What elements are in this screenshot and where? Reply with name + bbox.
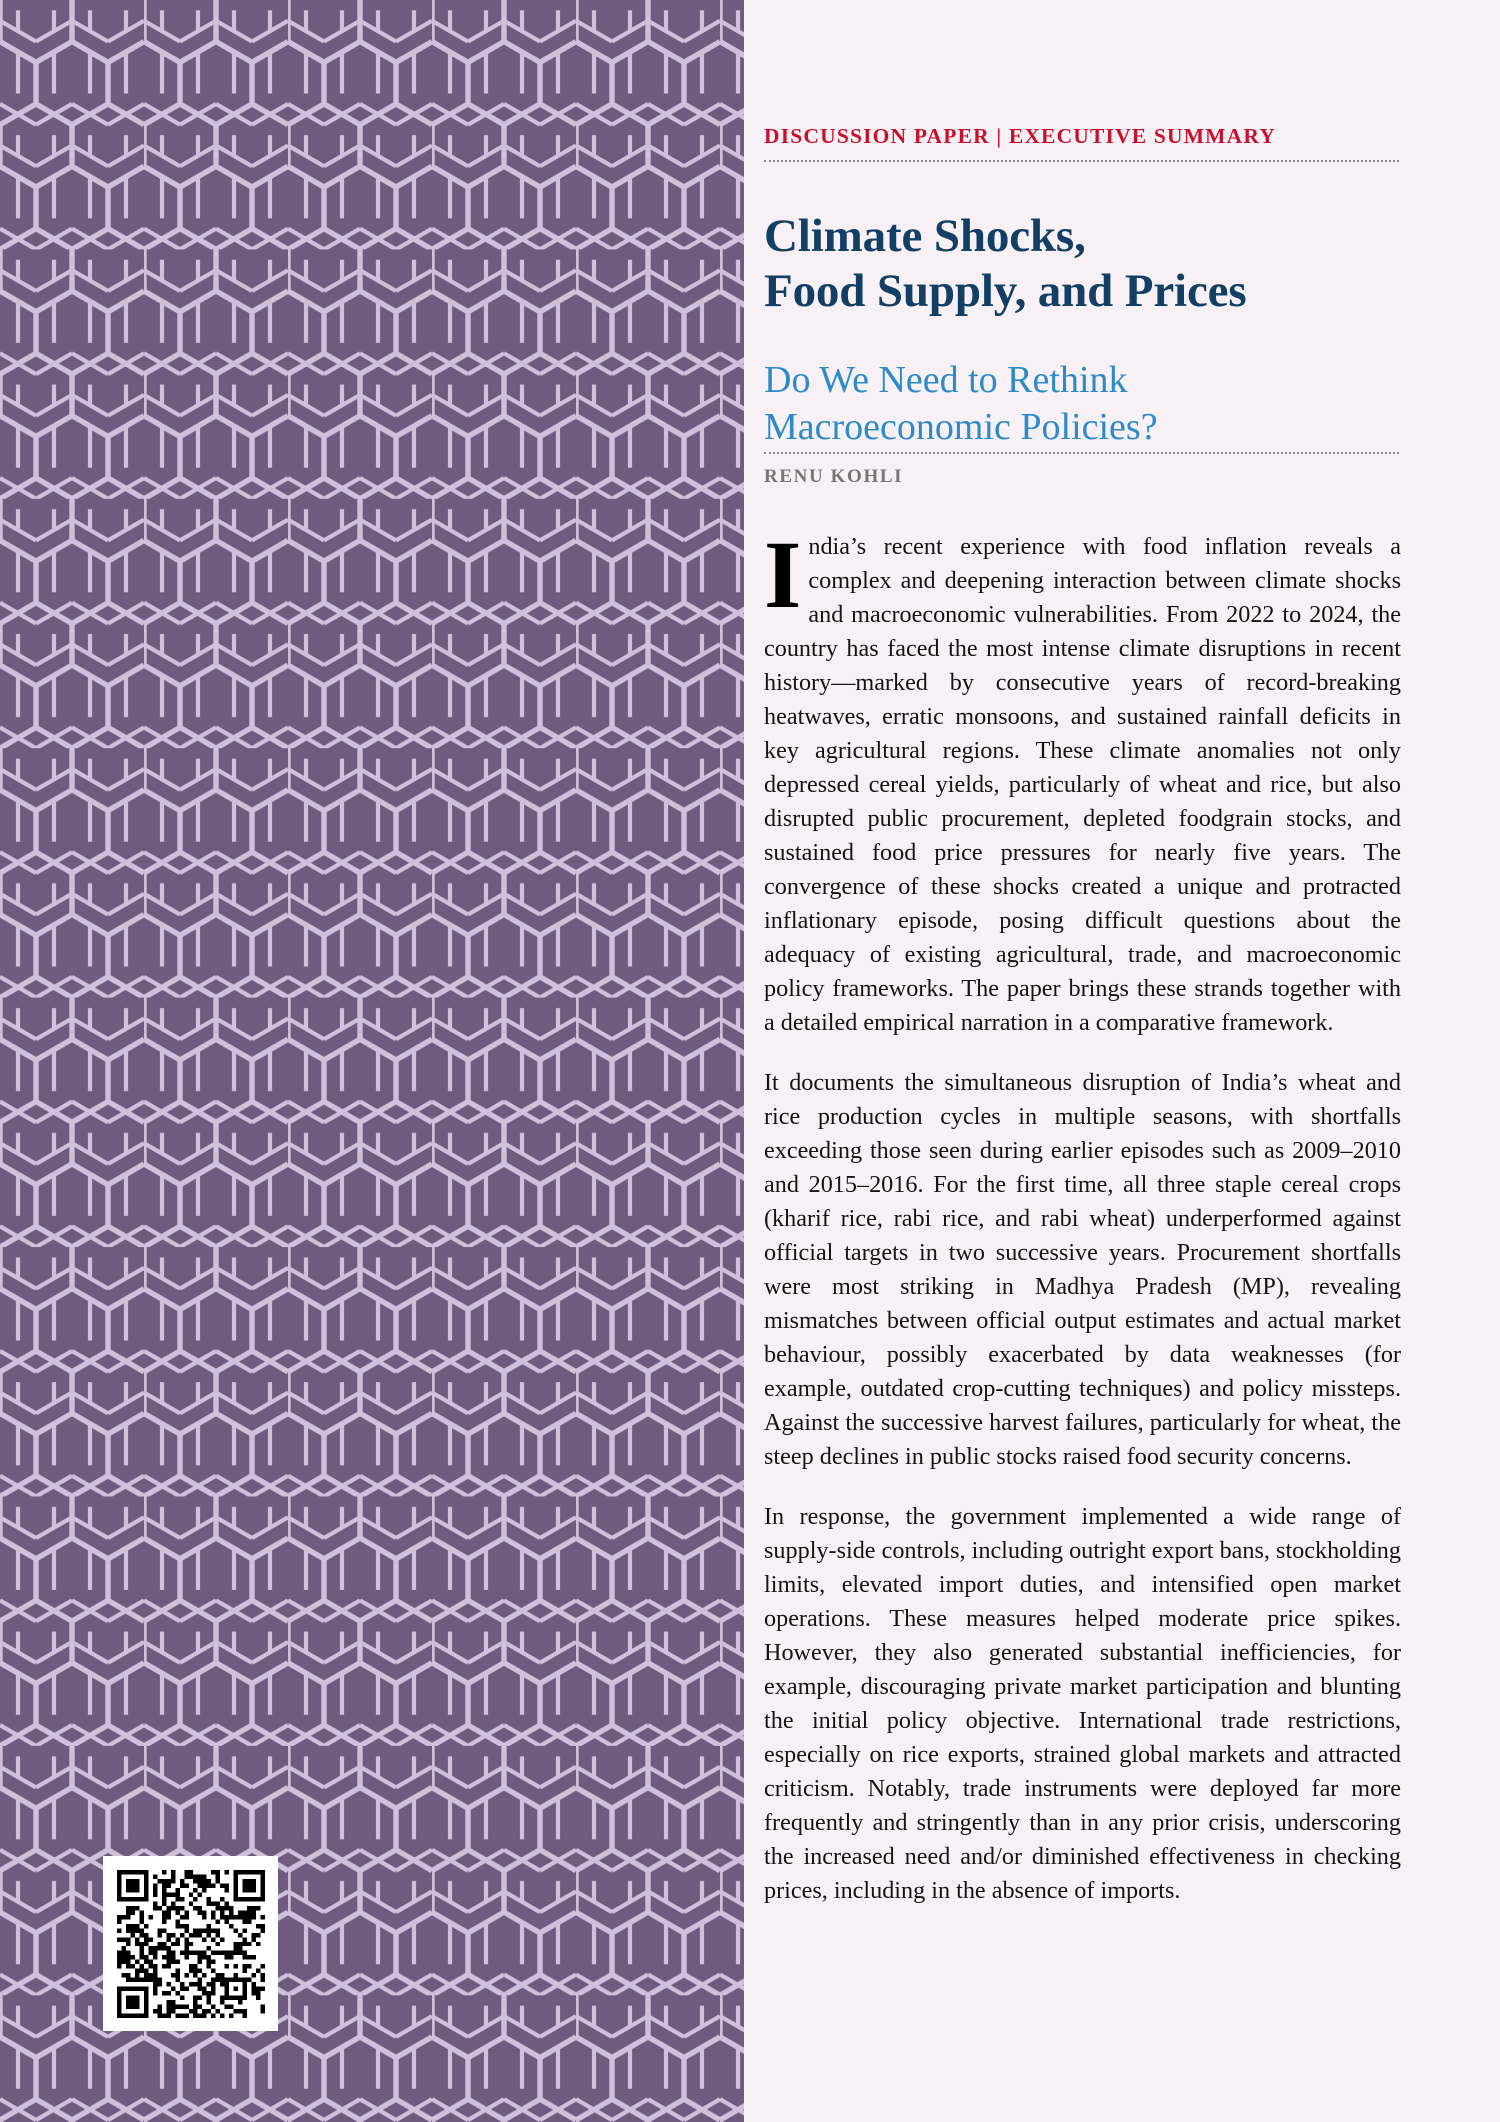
body-paragraph-3: In response, the government implemented a wide range of supply-side controls, including outright export bans, stockholding limits, elevated import duties, and intensified open market operations. These measures helped moderate price spikes. However, they also generated substantial inefficiencies, for example, discouraging private market participation and blunting the initial policy objective. International trade restrictions, especially on rice exports, strained global markets and attracted criticism. Notably, trade instruments were deployed far more frequently and stringently than in any prior crisis, underscoring the increased need and/or diminished effectiveness in checking prices, including in the absence of imports.: [764, 1503, 1401, 1904]
body-paragraph-2: It documents the simultaneous disruption of India’s wheat and rice production cycles in multiple seasons, with shortfalls exceeding those seen during earlier episodes such as 2009–2010 and 2015–2016. For the first time, all three staple cereal crops (kharif rice, rabi rice, and rabi wheat) underperformed against official targets in two successive years. Procurement shortfalls were most striking in Madhya Pradesh (MP), revealing mismatches between official output estimates and actual market behaviour, possibly exacerbated by data weaknesses (for example, outdated crop-cutting techniques) and policy missteps. Against the successive harvest failures, particularly for wheat, the steep declines in public stocks raised food security concerns.: [764, 1069, 1401, 1470]
divider-top: [764, 160, 1399, 162]
body-paragraph-1: India’s recent experience with food inflation reveals a complex and deepening interaction between climate shocks and macroeconomic vulnerabilities. From 2022 to 2024, the country has faced the most intense climate disruptions in recent history—marked by consecutive years of record-breaking heatwaves, erratic monsoons, and sustained rainfall deficits in key agricultural regions. These climate anomalies not only depressed cereal yields, particularly of wheat and rice, but also disrupted public procurement, depleted foodgrain stocks, and sustained food price pressures for nearly five years. The convergence of these shocks created a unique and protracted inflationary episode, posing difficult questions about the adequacy of existing agricultural, trade, and macroeconomic policy frameworks. The paper brings these strands together with a detailed empirical narration in a comparative framework.: [764, 521, 1401, 1036]
decorative-pattern-panel: [0, 0, 744, 2122]
page-title: [764, 209, 1404, 319]
content-column: [764, 0, 1404, 2122]
isometric-cube-pattern: [0, 0, 744, 2122]
publication-type-label: DISCUSSION PAPER | EXECUTIVE SUMMARY: [764, 124, 1277, 148]
qr-code-container[interactable]: [103, 1856, 278, 2031]
title-line-2: Food Supply, and Prices: [764, 265, 1247, 318]
page-subtitle: [764, 357, 1404, 452]
subtitle-line-2: Macroeconomic Policies?: [764, 406, 1158, 449]
author-name: RENU KOHLI: [764, 466, 904, 487]
qr-code[interactable]: [117, 1870, 265, 2018]
executive-summary-body: [764, 521, 1401, 1908]
subtitle-line-1: Do We Need to Rethink: [764, 358, 1128, 401]
divider-author: [764, 452, 1399, 454]
title-line-1: Climate Shocks,: [764, 210, 1086, 263]
